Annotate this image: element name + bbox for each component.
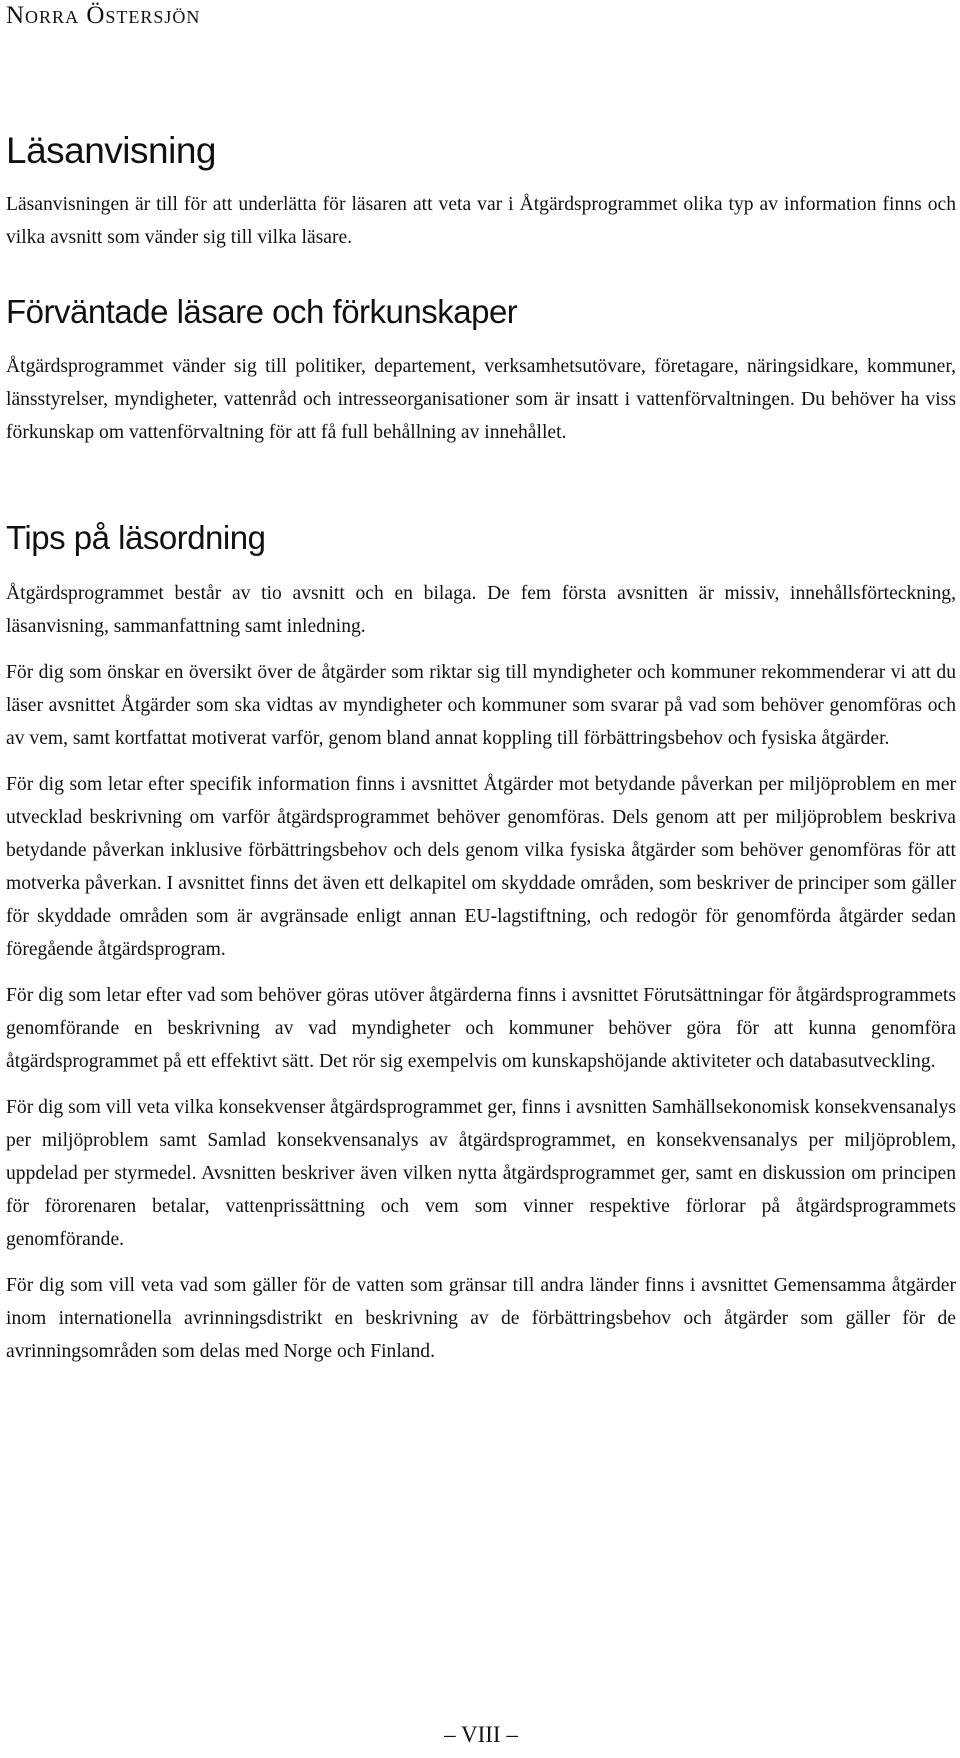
- paragraph: För dig som önskar en översikt över de åtgärder som riktar sig till myndigheter och kommuner rekommenderar vi att du läser avsnittet Åtgärder som ska vidtas av myndigheter och kommuner som svarar på vad som behöver genomföras och av vem, samt kortfattat motiverat varför, genom bland annat koppling till förbättringsbehov och fysiska åtgärder.: [6, 662, 956, 749]
- paragraph: För dig som letar efter vad som behöver göras utöver åtgärderna finns i avsnittet Förutsättningar för åtgärdsprogrammets genomförande en beskrivning av vad myndigheter och kommuner behöver göra för att kunna genomföra åtgärdsprogrammet på ett effektivt sätt. Det rör sig exempelvis om kunskapshöjande aktiviteter och databasutveckling.: [6, 985, 956, 1072]
- paragraph: För dig som vill veta vilka konsekvenser åtgärdsprogrammet ger, finns i avsnitten Samhällsekonomisk konsekvensanalys per miljöproblem samt Samlad konsekvensanalys av åtgärdsprogrammet, en konsekvensanalys per miljöproblem, uppdelad per styrmedel. Avsnitten beskriver även vilken nytta åtgärdsprogrammet ger, samt en diskussion om principen för förorenaren betalar, vattenprissättning och vem som vinner respektive förlorar på åtgärdsprogrammets genomförande.: [6, 1097, 956, 1250]
- paragraph: För dig som letar efter specifik information finns i avsnittet Åtgärder mot betydande påverkan per miljöproblem en mer utvecklad beskrivning om varför åtgärdsprogrammet behöver genomföras. Dels genom att per miljöproblem beskriva betydande påverkan inklusive förbättringsbehov och dels genom vilka fysiska åtgärder som behöver genomföras för att motverka påverkan. I avsnittet finns det även ett delkapitel om skyddade områden, som beskriver de principer som gäller för skyddade områden som är avgränsade enligt annan EU-lagstiftning, och redogör för genomförda åtgärder sedan föregående åtgärdsprogram.: [6, 774, 956, 960]
- page-number: – VIII –: [444, 1722, 518, 1747]
- paragraph: Åtgärdsprogrammet vänder sig till politiker, departement, verksamhetsutövare, företagare, näringsidkare, kommuner, länsstyrelser, myndigheter, vattenråd och intresseorganisationer som är insatt i vattenförvaltningen. Du behöver ha viss förkunskap om vattenförvaltning för att få full behållning av innehållet.: [6, 356, 956, 443]
- paragraph: Åtgärdsprogrammet består av tio avsnitt och en bilaga. De fem första avsnitten är missiv, innehållsförteckning, läsanvisning, sammanfattning samt inledning.: [6, 583, 956, 637]
- section-intro-body: [6, 188, 956, 267]
- paragraph: För dig som vill veta vad som gäller för de vatten som gränsar till andra länder finns i avsnittet Gemensamma åtgärder inom internationella avrinningsdistrikt en beskrivning av de förbättringsbehov och åtgärder som gäller för de avrinningsområden som delas med Norge och Finland.: [6, 1275, 956, 1362]
- heading-readers: Förväntade läsare och förkunskaper: [6, 293, 518, 330]
- running-head: Norra Östersjön: [6, 2, 201, 29]
- paragraph: Läsanvisningen är till för att underlätta för läsaren att veta var i Åtgärdsprogrammet olika typ av information finns och vilka avsnitt som vänder sig till vilka läsare.: [6, 194, 956, 248]
- heading-lasanvisning: Läsanvisning: [6, 130, 216, 171]
- heading-tips: Tips på läsordning: [6, 519, 266, 556]
- section-readers-body: [6, 350, 956, 462]
- section-tips-body: [6, 577, 956, 1381]
